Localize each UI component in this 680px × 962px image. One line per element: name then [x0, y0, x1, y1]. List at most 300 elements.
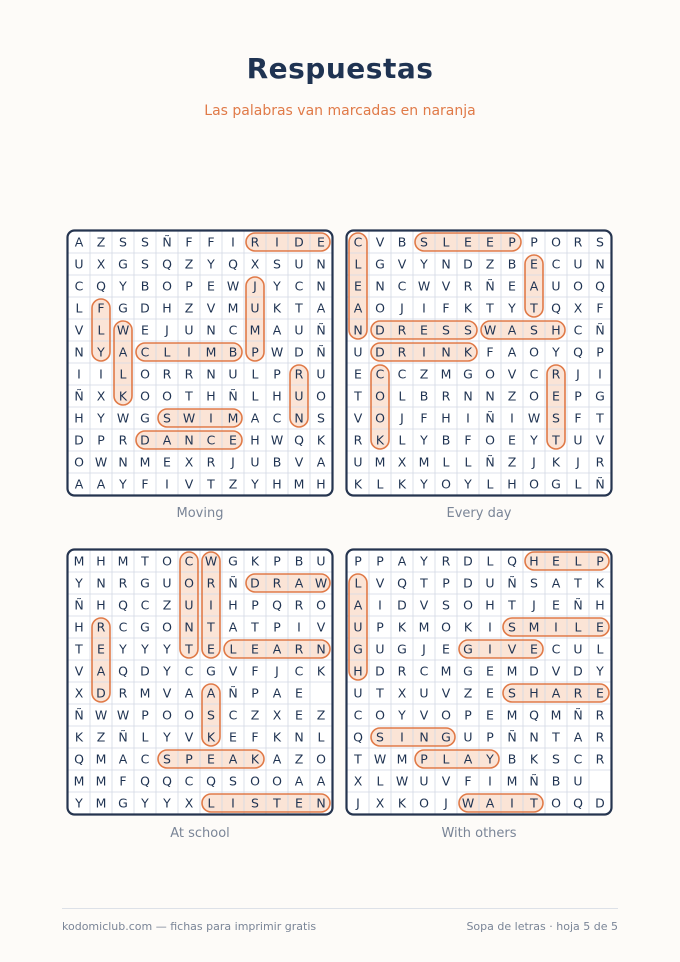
- word-grid: [345, 548, 613, 816]
- grid-letter: Ñ: [316, 344, 326, 360]
- grid-letter: M: [227, 300, 239, 316]
- grid-letter: Q: [294, 432, 304, 448]
- grid-letter: C: [529, 366, 539, 382]
- grid-letter: O: [485, 432, 495, 448]
- grid-letter: L: [75, 300, 83, 316]
- grid-letter: J: [275, 663, 279, 679]
- grid-letter: Q: [595, 278, 605, 294]
- grid-letter: C: [140, 751, 150, 767]
- grid-letter: L: [398, 432, 406, 448]
- puzzle-caption: Moving: [176, 506, 224, 521]
- grid-letter: E: [596, 685, 604, 701]
- puzzle-caption: Every day: [446, 506, 512, 521]
- grid-letter: U: [573, 256, 583, 272]
- grid-letter: Ñ: [162, 234, 172, 250]
- grid-letter: Y: [464, 476, 472, 492]
- grid-letter: Y: [163, 729, 171, 745]
- grid-letter: P: [273, 366, 281, 382]
- grid-letter: E: [508, 432, 516, 448]
- grid-letter: V: [353, 410, 363, 426]
- puzzle-caption: With others: [441, 826, 517, 841]
- grid-letter: M: [139, 685, 151, 701]
- grid-letter: Q: [96, 278, 106, 294]
- grid-letter: O: [551, 795, 561, 811]
- grid-letter: G: [353, 641, 363, 657]
- grid-letter: X: [96, 256, 106, 272]
- grid-letter: J: [576, 366, 580, 382]
- grid-letter: N: [463, 388, 473, 404]
- grid-letter: O: [573, 278, 583, 294]
- grid-letter: B: [140, 278, 150, 294]
- grid-letter: E: [251, 641, 259, 657]
- grid-letter: O: [162, 278, 172, 294]
- grid-letter: F: [141, 476, 149, 492]
- grid-letter: I: [466, 410, 470, 426]
- grid-letter: O: [316, 597, 326, 613]
- grid-letter: A: [184, 685, 194, 701]
- grid-letter: Ñ: [118, 729, 128, 745]
- grid-letter: I: [77, 366, 81, 382]
- grid-letter: Ñ: [316, 322, 326, 338]
- grid-letter: T: [530, 300, 538, 316]
- grid-letter: N: [375, 278, 385, 294]
- grid-letter: U: [573, 432, 583, 448]
- grid-letter: T: [552, 432, 560, 448]
- grid-letter: V: [375, 234, 385, 250]
- grid-letter: A: [118, 344, 128, 360]
- grid-letter: I: [275, 234, 279, 250]
- grid-letter: P: [530, 234, 538, 250]
- grid-letter: Q: [397, 575, 407, 591]
- grid-letter: G: [463, 366, 473, 382]
- grid-letter: K: [397, 619, 407, 635]
- puzzle-every-day: [345, 229, 613, 497]
- grid-letter: U: [419, 685, 429, 701]
- grid-letter: E: [141, 322, 149, 338]
- grid-letter: S: [317, 410, 325, 426]
- grid-letter: S: [530, 575, 538, 591]
- grid-letter: R: [397, 344, 407, 360]
- grid-letter: Ñ: [507, 729, 517, 745]
- grid-letter: N: [118, 454, 128, 470]
- grid-letter: A: [507, 322, 517, 338]
- grid-letter: O: [184, 575, 194, 591]
- grid-letter: F: [442, 300, 450, 316]
- grid-letter: Y: [75, 575, 83, 591]
- grid-letter: R: [294, 597, 304, 613]
- grid-letter: O: [162, 619, 172, 635]
- grid-letter: K: [353, 476, 363, 492]
- grid-letter: L: [486, 553, 494, 569]
- grid-letter: A: [272, 751, 282, 767]
- grid-letter: W: [270, 344, 284, 360]
- grid-letter: W: [314, 575, 328, 591]
- grid-letter: R: [118, 575, 128, 591]
- grid-letter: P: [376, 553, 384, 569]
- grid-letter: Y: [420, 256, 428, 272]
- grid-letter: V: [206, 300, 216, 316]
- grid-letter: R: [397, 663, 407, 679]
- grid-letter: K: [463, 300, 473, 316]
- grid-letter: G: [441, 729, 451, 745]
- grid-letter: J: [165, 322, 169, 338]
- grid-letter: S: [119, 234, 127, 250]
- grid-letter: P: [596, 344, 604, 360]
- grid-letter: C: [294, 278, 304, 294]
- grid-letter: K: [375, 432, 385, 448]
- grid-letter: V: [162, 685, 172, 701]
- grid-letter: E: [530, 641, 538, 657]
- grid-letter: I: [378, 597, 382, 613]
- grid-letter: R: [573, 685, 583, 701]
- grid-letter: Y: [163, 795, 171, 811]
- grid-letter: T: [508, 597, 516, 613]
- grid-letter: N: [316, 795, 326, 811]
- grid-letter: C: [551, 641, 561, 657]
- grid-letter: Y: [119, 641, 127, 657]
- grid-letter: X: [184, 795, 194, 811]
- grid-letter: U: [353, 344, 363, 360]
- grid-letter: T: [354, 751, 362, 767]
- grid-letter: U: [228, 366, 238, 382]
- grid-letter: C: [551, 256, 561, 272]
- grid-letter: J: [231, 454, 235, 470]
- grid-letter: D: [250, 575, 260, 591]
- grid-letter: Ñ: [485, 278, 495, 294]
- grid-letter: R: [294, 641, 304, 657]
- grid-letter: D: [463, 575, 473, 591]
- grid-letter: O: [419, 795, 429, 811]
- word-grid: [66, 548, 334, 816]
- grid-letter: H: [485, 597, 495, 613]
- grid-letter: U: [419, 773, 429, 789]
- grid-letter: Ñ: [485, 410, 495, 426]
- grid-letter: H: [162, 300, 172, 316]
- grid-letter: A: [74, 234, 84, 250]
- grid-letter: F: [464, 773, 472, 789]
- grid-letter: U: [74, 256, 84, 272]
- grid-letter: N: [294, 729, 304, 745]
- grid-letter: N: [441, 344, 451, 360]
- grid-letter: L: [229, 641, 237, 657]
- grid-letter: S: [251, 795, 259, 811]
- grid-letter: C: [375, 366, 385, 382]
- grid-letter: J: [400, 300, 404, 316]
- grid-letter: M: [418, 454, 430, 470]
- grid-letter: P: [376, 619, 384, 635]
- grid-letter: Y: [141, 795, 149, 811]
- grid-letter: H: [250, 432, 260, 448]
- grid-letter: L: [442, 454, 450, 470]
- grid-letter: Z: [463, 685, 473, 701]
- grid-letter: P: [97, 432, 105, 448]
- grid-letter: D: [375, 663, 385, 679]
- grid-letter: J: [400, 410, 404, 426]
- grid-letter: V: [419, 707, 429, 723]
- grid-letter: I: [297, 619, 301, 635]
- grid-letter: V: [397, 256, 407, 272]
- grid-letter: T: [376, 685, 384, 701]
- grid-letter: X: [74, 685, 84, 701]
- grid-letter: F: [97, 300, 105, 316]
- grid-letter: B: [419, 388, 429, 404]
- grid-letter: N: [595, 256, 605, 272]
- grid-letter: O: [441, 707, 451, 723]
- grid-letter: Q: [353, 729, 363, 745]
- grid-letter: E: [420, 322, 428, 338]
- grid-letter: Ñ: [507, 575, 517, 591]
- grid-letter: A: [316, 300, 326, 316]
- grid-letter: A: [551, 685, 561, 701]
- grid-letter: W: [417, 278, 431, 294]
- grid-letter: Q: [507, 553, 517, 569]
- grid-letter: K: [250, 751, 260, 767]
- grid-letter: V: [228, 663, 238, 679]
- grid-letter: C: [353, 234, 363, 250]
- grid-letter: R: [595, 454, 605, 470]
- grid-letter: D: [294, 344, 304, 360]
- grid-letter: I: [99, 366, 103, 382]
- grid-letter: L: [251, 388, 259, 404]
- grid-letter: A: [353, 300, 363, 316]
- grid-letter: O: [375, 300, 385, 316]
- grid-letter: Ñ: [595, 476, 605, 492]
- grid-letter: U: [294, 322, 304, 338]
- grid-letter: I: [510, 410, 514, 426]
- grid-letter: Z: [419, 366, 429, 382]
- grid-letter: H: [206, 388, 216, 404]
- grid-letter: L: [376, 476, 384, 492]
- grid-letter: O: [272, 773, 282, 789]
- grid-letter: H: [272, 388, 282, 404]
- grid-letter: S: [141, 256, 149, 272]
- grid-letter: Y: [552, 344, 560, 360]
- grid-letter: M: [95, 795, 107, 811]
- grid-letter: I: [422, 300, 426, 316]
- grid-letter: X: [250, 256, 260, 272]
- grid-letter: R: [162, 366, 172, 382]
- grid-letter: V: [184, 476, 194, 492]
- grid-letter: E: [464, 234, 472, 250]
- grid-letter: K: [272, 729, 282, 745]
- grid-letter: H: [96, 597, 106, 613]
- grid-letter: A: [463, 751, 473, 767]
- grid-letter: A: [529, 278, 539, 294]
- grid-letter: U: [573, 773, 583, 789]
- grid-letter: A: [507, 344, 517, 360]
- grid-letter: X: [397, 685, 407, 701]
- grid-letter: I: [510, 795, 514, 811]
- grid-letter: F: [251, 663, 259, 679]
- grid-letter: Y: [119, 278, 127, 294]
- grid-letter: H: [228, 597, 238, 613]
- grid-letter: A: [353, 597, 363, 613]
- grid-letter: L: [317, 729, 325, 745]
- grid-letter: U: [250, 454, 260, 470]
- grid-letter: B: [272, 454, 282, 470]
- grid-letter: V: [507, 366, 517, 382]
- grid-letter: Ñ: [595, 322, 605, 338]
- grid-letter: A: [272, 322, 282, 338]
- grid-letter: A: [316, 454, 326, 470]
- grid-letter: Y: [141, 641, 149, 657]
- grid-letter: J: [532, 454, 536, 470]
- grid-letter: L: [574, 619, 582, 635]
- grid-letter: E: [163, 454, 171, 470]
- grid-letter: G: [375, 256, 385, 272]
- grid-letter: R: [118, 432, 128, 448]
- grid-letter: M: [205, 344, 217, 360]
- grid-letter: R: [595, 707, 605, 723]
- grid-letter: F: [486, 344, 494, 360]
- grid-letter: E: [354, 278, 362, 294]
- grid-letter: R: [96, 619, 106, 635]
- grid-letter: J: [576, 454, 580, 470]
- grid-letter: S: [229, 773, 237, 789]
- grid-letter: K: [463, 619, 473, 635]
- grid-letter: W: [270, 432, 284, 448]
- grid-letter: W: [226, 278, 240, 294]
- grid-letter: N: [441, 256, 451, 272]
- grid-letter: E: [596, 619, 604, 635]
- grid-letter: S: [552, 410, 560, 426]
- grid-letter: Q: [118, 663, 128, 679]
- grid-letter: P: [596, 553, 604, 569]
- grid-letter: V: [441, 278, 451, 294]
- grid-letter: N: [96, 575, 106, 591]
- grid-letter: O: [74, 454, 84, 470]
- grid-letter: N: [316, 256, 326, 272]
- grid-letter: W: [116, 322, 130, 338]
- grid-letter: E: [486, 663, 494, 679]
- grid-letter: V: [419, 597, 429, 613]
- grid-letter: A: [573, 729, 583, 745]
- grid-letter: V: [551, 663, 561, 679]
- grid-letter: S: [442, 597, 450, 613]
- grid-letter: B: [397, 234, 407, 250]
- grid-letter: H: [551, 322, 561, 338]
- grid-letter: Z: [96, 234, 106, 250]
- grid-letter: P: [508, 234, 516, 250]
- grid-letter: O: [250, 773, 260, 789]
- grid-letter: D: [595, 795, 605, 811]
- grid-letter: T: [141, 553, 149, 569]
- grid-letter: M: [374, 454, 386, 470]
- grid-letter: L: [141, 729, 149, 745]
- grid-letter: Z: [184, 300, 194, 316]
- grid-letter: P: [251, 685, 259, 701]
- grid-letter: I: [488, 619, 492, 635]
- grid-letter: G: [206, 663, 216, 679]
- grid-letter: A: [96, 476, 106, 492]
- grid-letter: K: [397, 795, 407, 811]
- grid-letter: C: [184, 773, 194, 789]
- grid-letter: O: [140, 388, 150, 404]
- grid-letter: S: [273, 256, 281, 272]
- grid-letter: Y: [251, 476, 259, 492]
- grid-letter: B: [441, 432, 451, 448]
- grid-letter: R: [206, 575, 216, 591]
- grid-letter: C: [397, 366, 407, 382]
- grid-letter: X: [184, 454, 194, 470]
- grid-letter: L: [97, 322, 105, 338]
- grid-letter: U: [353, 454, 363, 470]
- grid-letter: M: [117, 553, 129, 569]
- grid-letter: O: [529, 344, 539, 360]
- grid-letter: P: [251, 344, 259, 360]
- grid-letter: D: [463, 256, 473, 272]
- grid-letter: O: [140, 366, 150, 382]
- grid-letter: R: [551, 366, 561, 382]
- grid-letter: T: [596, 410, 604, 426]
- grid-letter: Ñ: [228, 575, 238, 591]
- grid-letter: Ñ: [529, 773, 539, 789]
- grid-letter: E: [229, 432, 237, 448]
- grid-letter: L: [574, 476, 582, 492]
- grid-letter: E: [295, 795, 303, 811]
- grid-letter: Z: [294, 751, 304, 767]
- puzzle-caption: At school: [170, 826, 230, 841]
- grid-letter: P: [354, 553, 362, 569]
- grid-letter: M: [95, 751, 107, 767]
- grid-letter: U: [353, 685, 363, 701]
- grid-letter: K: [316, 663, 326, 679]
- grid-letter: H: [529, 553, 539, 569]
- grid-letter: Ñ: [573, 597, 583, 613]
- grid-letter: T: [185, 388, 193, 404]
- grid-letter: T: [207, 476, 215, 492]
- grid-letter: P: [442, 575, 450, 591]
- grid-letter: A: [397, 553, 407, 569]
- grid-letter: O: [441, 476, 451, 492]
- grid-letter: T: [530, 795, 538, 811]
- grid-letter: G: [140, 575, 150, 591]
- grid-letter: L: [376, 773, 384, 789]
- grid-letter: E: [486, 707, 494, 723]
- grid-letter: M: [73, 553, 85, 569]
- grid-letter: S: [596, 234, 604, 250]
- grid-letter: Y: [486, 751, 494, 767]
- grid-letter: Y: [97, 410, 105, 426]
- grid-letter: L: [207, 795, 215, 811]
- grid-letter: L: [354, 256, 362, 272]
- grid-letter: K: [250, 553, 260, 569]
- grid-letter: O: [441, 619, 451, 635]
- grid-letter: B: [507, 751, 517, 767]
- grid-letter: S: [207, 707, 215, 723]
- grid-letter: O: [375, 410, 385, 426]
- grid-letter: D: [529, 663, 539, 679]
- grid-letter: I: [488, 641, 492, 657]
- grid-letter: U: [573, 641, 583, 657]
- grid-letter: H: [74, 410, 84, 426]
- grid-letter: V: [375, 575, 385, 591]
- grid-letter: C: [294, 663, 304, 679]
- grid-letter: Y: [420, 432, 428, 448]
- grid-letter: Ñ: [573, 707, 583, 723]
- grid-letter: I: [231, 795, 235, 811]
- grid-letter: C: [419, 663, 429, 679]
- grid-letter: O: [529, 388, 539, 404]
- grid-letter: T: [486, 300, 494, 316]
- grid-letter: Ñ: [74, 707, 84, 723]
- grid-letter: X: [96, 388, 106, 404]
- grid-letter: A: [551, 575, 561, 591]
- grid-letter: S: [163, 410, 171, 426]
- grid-letter: L: [163, 344, 171, 360]
- grid-letter: C: [140, 597, 150, 613]
- grid-letter: H: [529, 685, 539, 701]
